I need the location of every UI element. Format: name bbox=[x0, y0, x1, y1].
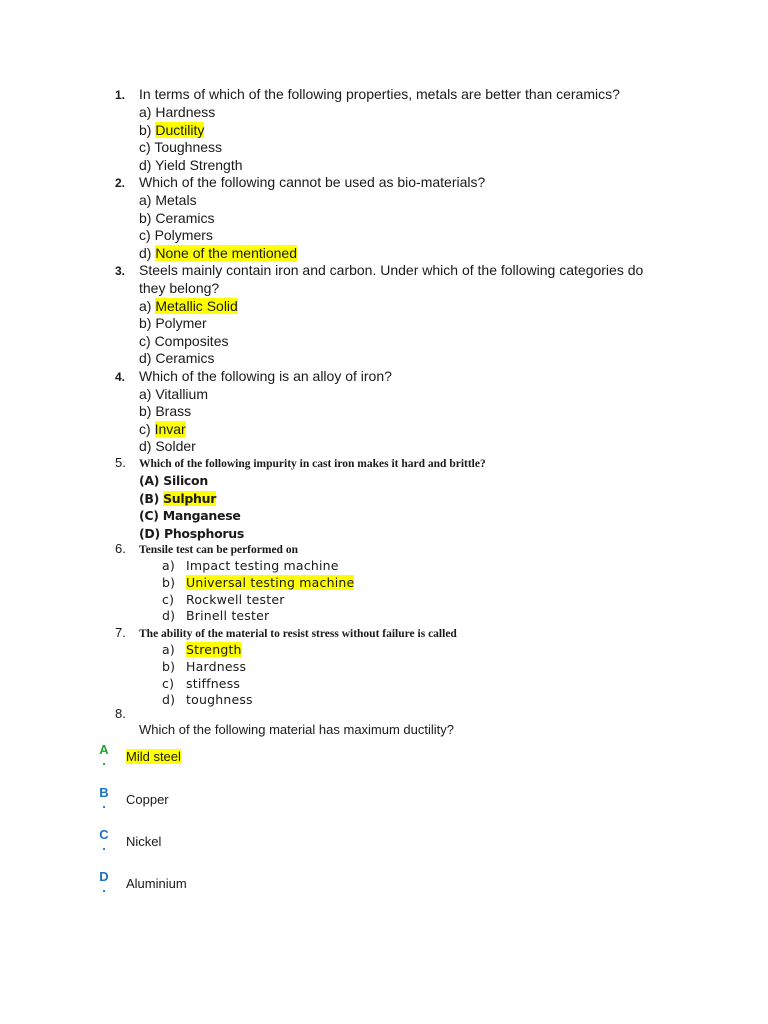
option-prefix: a) bbox=[139, 104, 156, 121]
option bbox=[139, 490, 715, 508]
question-number: 8. bbox=[115, 706, 126, 721]
questions-1-4 bbox=[115, 86, 715, 456]
option bbox=[162, 558, 715, 575]
question-number: 2. bbox=[115, 176, 126, 191]
option bbox=[139, 157, 715, 174]
option-prefix: b) bbox=[162, 658, 176, 674]
highlighted-answer: Mild steel bbox=[126, 749, 181, 764]
option bbox=[139, 403, 715, 420]
option bbox=[162, 659, 715, 676]
option-prefix: c) bbox=[139, 420, 155, 437]
question-7 bbox=[115, 625, 715, 709]
option-text: Brass bbox=[155, 403, 192, 420]
option-prefix: c) bbox=[162, 675, 175, 691]
option-text: Manganese bbox=[162, 508, 241, 523]
option-text: toughness bbox=[186, 692, 253, 708]
option bbox=[139, 386, 715, 403]
option-prefix: (B) bbox=[139, 490, 164, 506]
option-prefix: (A) bbox=[139, 473, 164, 488]
option bbox=[139, 315, 715, 332]
option-letter: B . bbox=[99, 785, 109, 811]
highlighted-answer: None of the mentioned bbox=[155, 244, 297, 261]
question-text: Steels mainly contain iron and carbon. Under which of the following categories do bbox=[139, 262, 644, 279]
question-number: 5. bbox=[115, 455, 126, 470]
option-text: stiffness bbox=[186, 675, 241, 691]
highlighted-answer: Sulphur bbox=[163, 490, 217, 506]
highlighted-answer: Ductility bbox=[155, 121, 205, 138]
highlighted-answer: Metallic Solid bbox=[155, 297, 238, 314]
option-prefix: b) bbox=[139, 209, 156, 226]
option-letter: D . bbox=[99, 869, 109, 895]
option-prefix: a) bbox=[139, 385, 156, 402]
question-text: Which of the following material has maximum ductility? bbox=[139, 722, 455, 737]
option-prefix: b) bbox=[139, 121, 156, 138]
option-prefix: c) bbox=[139, 332, 155, 349]
option-text: Copper bbox=[126, 792, 169, 807]
option-text: Impact testing machine bbox=[186, 558, 339, 573]
option bbox=[162, 592, 715, 609]
option-prefix: a) bbox=[162, 558, 175, 573]
option-text: Brinell tester bbox=[186, 608, 270, 624]
question-2 bbox=[115, 174, 715, 262]
option bbox=[139, 350, 715, 367]
option-text: Phosphorus bbox=[163, 525, 244, 541]
question-text: In terms of which of the following properties, metals are better than ceramics? bbox=[139, 86, 620, 102]
option-text: Polymer bbox=[155, 315, 207, 332]
option-text: Nickel bbox=[126, 834, 162, 849]
question-text: Which of the following cannot be used as bio-materials? bbox=[139, 174, 486, 191]
option-prefix: a) bbox=[139, 297, 156, 314]
option-text: Polymers bbox=[154, 227, 213, 244]
highlighted-answer: Invar bbox=[154, 420, 186, 437]
option-prefix: d) bbox=[139, 156, 156, 173]
option bbox=[139, 438, 715, 455]
option-text: Rockwell tester bbox=[186, 591, 285, 607]
highlighted-answer: Universal testing machine bbox=[186, 574, 355, 590]
question-3 bbox=[115, 262, 715, 367]
option-prefix: c) bbox=[139, 139, 155, 156]
question-5 bbox=[115, 455, 715, 542]
option-prefix: d) bbox=[139, 350, 156, 367]
option bbox=[139, 421, 715, 438]
option bbox=[162, 676, 715, 693]
option-prefix: a) bbox=[139, 192, 156, 209]
question-number: 1. bbox=[115, 88, 126, 102]
question-number: 6. bbox=[115, 541, 126, 556]
option-prefix: a) bbox=[162, 642, 175, 657]
question-number: 4. bbox=[115, 369, 126, 384]
option bbox=[139, 104, 715, 121]
option bbox=[162, 608, 715, 625]
question-text: Which of the following impurity in cast iron makes it hard and brittle? bbox=[139, 458, 486, 470]
option bbox=[139, 139, 715, 156]
option-prefix: b) bbox=[162, 574, 176, 590]
option-text: Silicon bbox=[163, 473, 208, 488]
option-text: Ceramics bbox=[155, 350, 215, 367]
option-text: Toughness bbox=[154, 139, 223, 156]
option-prefix: c) bbox=[139, 227, 155, 244]
question-text-continued: they belong? bbox=[139, 280, 220, 297]
option bbox=[139, 122, 715, 139]
question-8 bbox=[115, 706, 715, 737]
option bbox=[162, 642, 715, 659]
option-prefix: (C) bbox=[139, 508, 163, 523]
question-4 bbox=[115, 368, 715, 456]
option-text: Yield Strength bbox=[155, 156, 243, 173]
option-text: Metals bbox=[155, 192, 197, 209]
option-text: Solder bbox=[155, 438, 196, 455]
option-letter: A . bbox=[99, 742, 109, 768]
option-text: Aluminium bbox=[126, 876, 187, 891]
highlighted-answer: Strength bbox=[186, 642, 242, 657]
option-text: Hardness bbox=[186, 658, 247, 674]
question-number: 7. bbox=[115, 625, 126, 640]
option-prefix: c) bbox=[162, 591, 175, 607]
option bbox=[139, 472, 715, 490]
option-prefix: b) bbox=[139, 315, 156, 332]
question-6 bbox=[115, 541, 715, 625]
question-text: Tensile test can be performed on bbox=[139, 544, 298, 556]
question-text: The ability of the material to resist stress without failure is called bbox=[139, 628, 457, 640]
question-text: Which of the following is an alloy of iron? bbox=[139, 367, 392, 384]
option-prefix: d) bbox=[162, 692, 176, 708]
option bbox=[139, 245, 715, 262]
question-number: 3. bbox=[115, 264, 126, 279]
option-text: Ceramics bbox=[155, 209, 215, 226]
option bbox=[139, 333, 715, 350]
question-1 bbox=[115, 86, 715, 174]
option bbox=[139, 525, 715, 543]
option-prefix: d) bbox=[139, 438, 156, 455]
option-prefix: d) bbox=[139, 244, 156, 261]
option bbox=[139, 298, 715, 315]
option bbox=[162, 575, 715, 592]
option-letter: C . bbox=[99, 827, 109, 853]
option-text: Vitallium bbox=[155, 385, 208, 402]
option-prefix: d) bbox=[162, 608, 176, 624]
option-prefix: (D) bbox=[139, 525, 164, 541]
option-text: Composites bbox=[154, 332, 229, 349]
option bbox=[139, 227, 715, 244]
option bbox=[139, 192, 715, 209]
option-text: Hardness bbox=[155, 104, 216, 121]
option bbox=[139, 210, 715, 227]
option-prefix: b) bbox=[139, 403, 156, 420]
option bbox=[139, 507, 715, 525]
